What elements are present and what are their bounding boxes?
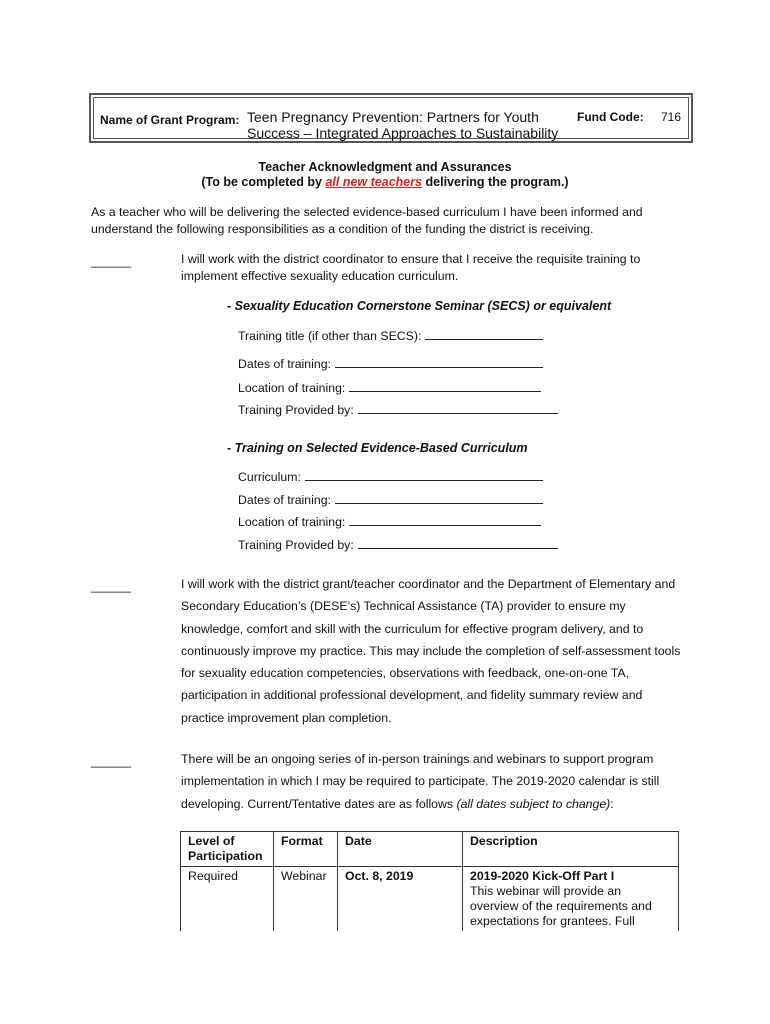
- fund-code-value: 716: [661, 110, 682, 124]
- item1-text: I will work with the district coordinator to ensure that I receive the requisite training to implement effective sexuality education curriculum.: [181, 252, 641, 283]
- table-header-row: [181, 832, 679, 867]
- schedule-table: [180, 831, 679, 931]
- page-title: Teacher Acknowledgment and Assurances: [258, 160, 512, 174]
- field-training-title[interactable]: Training title (if other than SECS):: [238, 329, 543, 343]
- description-title: 2019-2020 Kick-Off Part I: [470, 869, 615, 883]
- section-b-heading: - Training on Selected Evidence-Based Curriculum: [227, 441, 528, 455]
- field-location-a[interactable]: Location of training:: [238, 381, 541, 395]
- col-header-date: Date: [338, 832, 463, 867]
- item2-text: I will work with the district grant/teacher coordinator and the Department of Elementary and Secondary Education’s (DESE’s) Technical Assistance (TA) provider to ensure my knowledge, comfort and skill with the curriculum for effective program delivery, and to continuously improve my practice. This may include the completion of self-assessment tools for sexuality education competencies, observations with feedback, one-on-one TA, participation in additional professional development, and fidelity summary review and practice improvement plan completion.: [181, 577, 681, 725]
- fill-line: [335, 493, 543, 504]
- program-name-line1: Teen Pregnancy Prevention: Partners for Youth: [247, 109, 539, 125]
- col-header-format: Format: [274, 832, 338, 867]
- description-text: This webinar will provide an overview of the requirements and expectations for grantees. Full: [470, 884, 652, 928]
- program-name-line2: Success – Integrated Approaches to Sustainability: [247, 125, 559, 141]
- field-location-b[interactable]: Location of training:: [238, 515, 541, 529]
- page-subtitle: [0, 175, 770, 189]
- field-dates-a[interactable]: Dates of training:: [238, 357, 543, 371]
- fill-line: [305, 470, 543, 481]
- fund-code-label: Fund Code:: [577, 110, 644, 124]
- initials-blank-2[interactable]: ______: [91, 579, 132, 593]
- fill-line: [358, 403, 558, 414]
- subtitle-pre: (To be completed by: [201, 175, 326, 189]
- grant-header-box: [89, 93, 693, 143]
- fill-line: [425, 329, 543, 340]
- table-row: [181, 867, 679, 932]
- program-name: [247, 109, 567, 141]
- field-curriculum[interactable]: Curriculum:: [238, 470, 543, 484]
- program-label: Name of Grant Program:: [100, 113, 240, 127]
- subtitle-post: delivering the program.): [422, 175, 569, 189]
- cell-date: Oct. 8, 2019: [338, 867, 463, 932]
- item3-text: There will be an ongoing series of in-person trainings and webinars to support program implementation in which I may be required to participate. The 2019-2020 calendar is still developing. Current/Tentative dates are as follows (all dates subject to change):: [181, 752, 660, 811]
- fill-line: [349, 381, 541, 392]
- field-dates-b[interactable]: Dates of training:: [238, 493, 543, 507]
- item3-note: (all dates subject to change): [456, 796, 611, 811]
- cell-description: [463, 867, 679, 932]
- cell-format: Webinar: [274, 867, 338, 932]
- subtitle-emphasis: all new teachers: [325, 175, 423, 189]
- col-header-level: Level of Participation: [181, 832, 274, 867]
- field-provider-b[interactable]: Training Provided by:: [238, 538, 558, 552]
- col-header-description: Description: [463, 832, 679, 867]
- field-provider-a[interactable]: Training Provided by:: [238, 403, 558, 417]
- intro-paragraph: As a teacher who will be delivering the selected evidence-based curriculum I have been informed and understand the following responsibilities as a condition of the funding the district is receiving.: [91, 205, 643, 236]
- initials-blank-1[interactable]: ______: [91, 254, 132, 268]
- fill-line: [349, 515, 541, 526]
- fill-line: [335, 357, 543, 368]
- initials-blank-3[interactable]: ______: [91, 754, 132, 768]
- cell-level: Required: [181, 867, 274, 932]
- fill-line: [358, 538, 558, 549]
- section-a-heading: - Sexuality Education Cornerstone Seminar (SECS) or equivalent: [227, 299, 612, 313]
